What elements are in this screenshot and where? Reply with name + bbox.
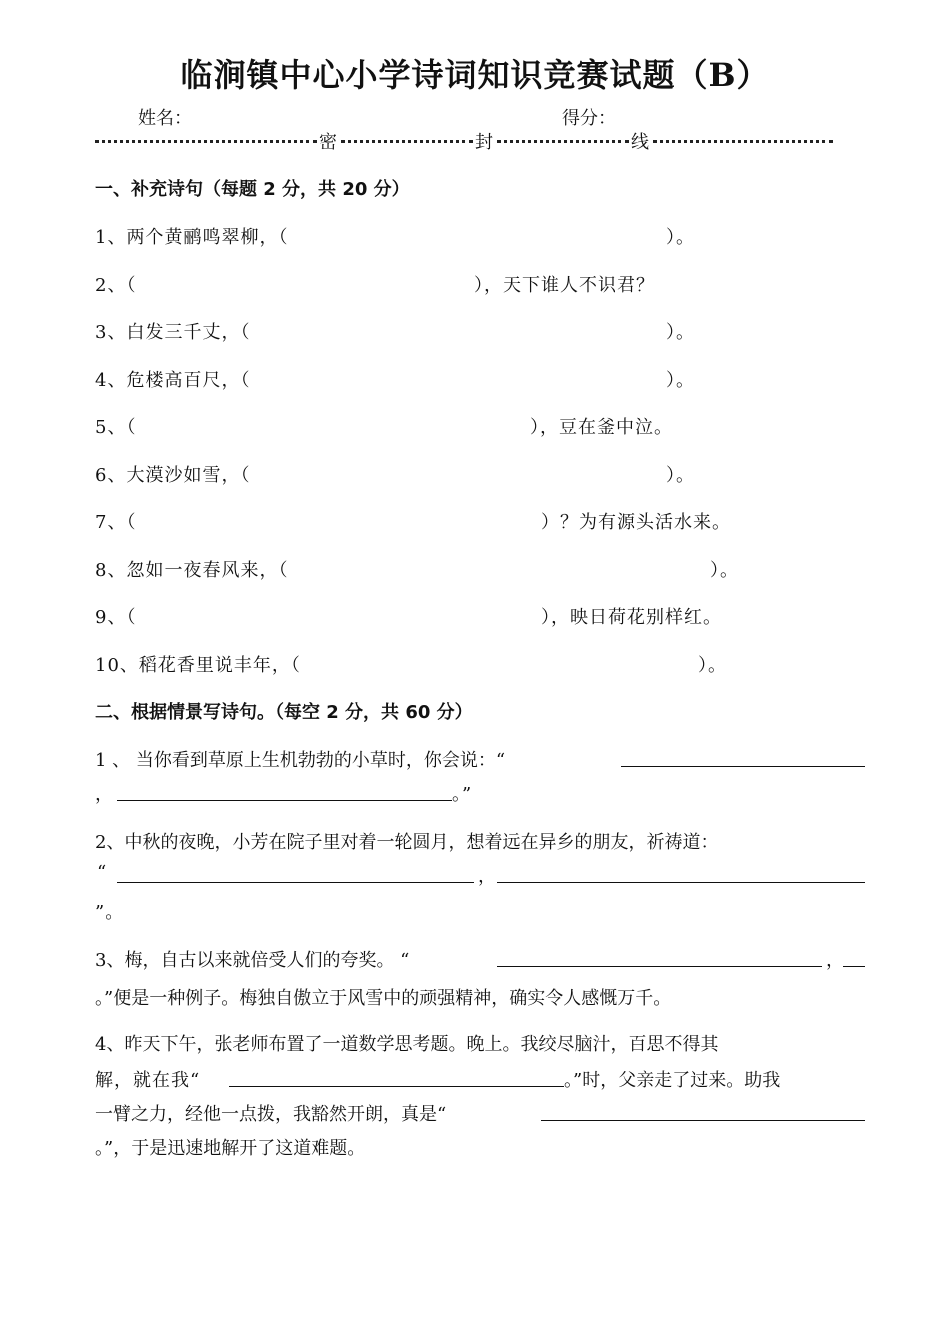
s1-q9-end: ），映日荷花别样红。 [541,607,722,628]
seal-char-feng: 封 [475,132,493,153]
s2-q4-blank2 [541,1120,865,1121]
s2-q3-line2: 。”便是一种例子。梅独自傲立于风雪中的顽强精神，确实令人感慨万千。 [95,988,672,1009]
s2-q2-blank2 [497,882,865,883]
s2-q3-line1: 3、梅，自古以来就倍受人们的夸奖。 “ [95,950,410,971]
seal-dots [653,140,833,143]
seal-dots [95,140,317,143]
s2-q4-line1: 4、昨天下午，张老师布置了一道数学思考题。晚上。我绞尽脑汁，百思不得其 [95,1034,719,1055]
s2-q1-end: 。” [452,784,473,805]
s2-q3-blank1 [497,966,822,967]
s2-q3-comma: ， [826,950,845,971]
s1-q9-start: 9、（ [95,607,137,628]
s1-q10-start: 10、稻花香里说丰年，（ [95,655,301,676]
s1-q5-start: 5、（ [95,417,137,438]
seal-line [95,128,835,154]
s1-q6-end: ）。 [666,465,695,486]
name-label: 姓名： [138,108,192,129]
s2-q2-open-quote: “ [97,862,108,883]
s1-q1-start: 1、两个黄鹂鸣翠柳，（ [95,227,289,248]
score-label: 得分： [562,108,616,129]
s2-q1-line1: 1 、 当你看到草原上生机勃勃的小草时，你会说：“ [95,750,506,771]
exam-title: 临涧镇中心小学诗词知识竞赛试题（B） [180,56,770,94]
s1-q8-start: 8、忽如一夜春风来，（ [95,560,289,581]
s1-q3-end: ）。 [666,322,695,343]
seal-dots [341,140,473,143]
seal-char-mi: 密 [319,132,337,153]
s2-q4-line2-end: 。”时，父亲走了过来。助我 [564,1070,781,1091]
s1-q4-end: ）。 [666,370,695,391]
s1-q2-start: 2、（ [95,275,137,296]
s2-q2-comma: ， [478,866,497,887]
s1-q10-end: ）。 [698,655,727,676]
s1-q7-start: 7、（ [95,512,137,533]
s1-q5-end: ），豆在釜中泣。 [530,417,673,438]
s2-q1-blank1 [621,766,865,767]
s1-q7-end: ）？为有源头活水来。 [541,512,731,533]
section1-heading: 一、补充诗句（每题 2 分，共 20 分） [95,179,410,200]
seal-dots [497,140,629,143]
s2-q1-comma: ， [95,784,114,805]
s2-q4-line3: 一臂之力，经他一点拨，我豁然开朗，真是“ [95,1104,447,1125]
s1-q4-start: 4、危楼高百尺，（ [95,370,251,391]
s1-q1-end: ）。 [666,227,695,248]
s1-q8-end: ）。 [710,560,739,581]
s2-q2-end: ”。 [95,902,125,923]
s2-q4-line2-start: 解，就在我“ [95,1070,201,1091]
s2-q4-line4: 。”，于是迅速地解开了这道难题。 [95,1138,366,1159]
s1-q6-start: 6、大漠沙如雪，（ [95,465,251,486]
s1-q2-end: ），天下谁人不识君？ [474,275,655,296]
s2-q2-line1: 2、中秋的夜晚，小芳在院子里对着一轮圆月，想着远在异乡的朋友，祈祷道： [95,832,719,853]
s2-q4-blank1 [229,1086,564,1087]
s2-q2-blank1 [117,882,474,883]
s2-q1-blank2 [117,800,452,801]
s1-q3-start: 3、白发三千丈，（ [95,322,251,343]
s2-q3-blank2 [843,966,865,967]
seal-char-xian: 线 [631,132,649,153]
section2-heading: 二、根据情景写诗句。（每空 2 分，共 60 分） [95,702,473,723]
